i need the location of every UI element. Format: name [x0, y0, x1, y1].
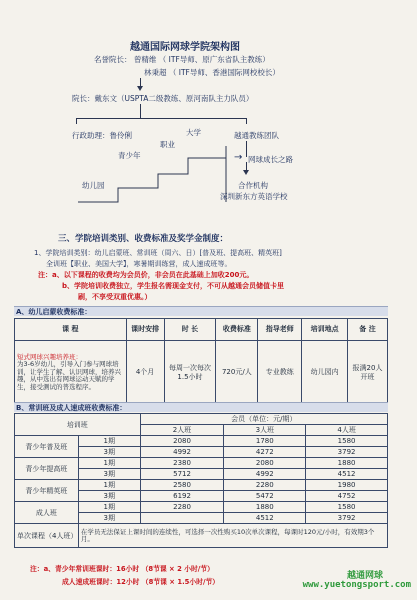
single-course-label: 单次课程（4人班）	[15, 524, 79, 548]
term-cell: 3期	[78, 513, 140, 524]
price-cell: 1580	[306, 502, 388, 513]
price-cell: 2080	[140, 436, 224, 447]
training-types-line-1: 1、学院培训类别：幼儿启蒙班、常训班（周六、日）[普及班、提高班、精英班]	[34, 249, 282, 257]
footnote-adult-hours: 成人速成班课时：12小时 （8节课 × 1.5小时/节）	[62, 578, 220, 586]
footnote-youth-hours: 注：a、青少年常训班课时：16小时 （8节课 × 2 小时/节）	[30, 565, 214, 573]
watermark-url: www.yuetongsport.com	[302, 580, 411, 590]
partner-label: 合作机构	[238, 181, 268, 190]
group-name: 青少年普及班	[15, 436, 79, 458]
price-cell: 5472	[224, 491, 306, 502]
arrow-right-icon: →	[234, 152, 243, 163]
stair-professional: 职业	[160, 140, 175, 149]
size-2: 2人班	[140, 425, 224, 436]
admin-assistant: 行政助理：鲁伶俐	[72, 131, 132, 140]
price-cell: 4272	[224, 447, 306, 458]
price-cell: 1980	[306, 480, 388, 491]
price-cell: 1880	[224, 502, 306, 513]
size-3: 3人班	[224, 425, 306, 436]
place-cell: 幼儿园内	[302, 341, 348, 405]
term-cell: 1期	[78, 480, 140, 491]
watermark-brand: 越通网球	[346, 571, 383, 581]
size-4: 4人班	[306, 425, 388, 436]
stair-youth: 青少年	[118, 151, 141, 160]
col-class: 培训班	[15, 414, 141, 436]
arrow-down-icon	[137, 86, 143, 91]
price-cell: 2280	[224, 480, 306, 491]
remark-cell: 报满20人开班	[348, 341, 388, 405]
coach-team: 越通教练团队	[234, 131, 279, 140]
term-cell: 1期	[78, 436, 140, 447]
kindergarten-fee-table	[14, 318, 388, 405]
honorary-dean-2: 林秉超 （ ITF导师、香港国际网校校长）	[144, 68, 280, 77]
price-cell: 4512	[306, 469, 388, 480]
price-cell: 2080	[224, 458, 306, 469]
col-place: 培训地点	[302, 319, 348, 341]
connector-line	[246, 118, 247, 124]
subsection-a-band: A、幼儿启蒙收费标准：	[14, 306, 388, 316]
subsection-b-band: B、常训班及成人速成班收费标准：	[14, 402, 388, 412]
price-cell: 6192	[140, 491, 224, 502]
price-cell: 4992	[140, 447, 224, 458]
term-cell: 3期	[78, 447, 140, 458]
col-teacher: 指导老师	[258, 319, 302, 341]
term-cell: 3期	[78, 469, 140, 480]
note-b-line-2: 刷，不享受双重优惠。）	[78, 293, 152, 301]
connector-line	[246, 141, 247, 157]
duration-cell: 每周一次每次1.5小时	[164, 341, 216, 405]
price-cell: 4992	[224, 469, 306, 480]
training-types-line-2: 全训班【职业、美国大学】，寒暑期训练营，成人速成班等。	[46, 260, 232, 268]
col-duration: 时 长	[164, 319, 216, 341]
growth-path-label: 网球成长之路	[248, 155, 293, 164]
partner-name: 深圳新东方英语学校	[220, 192, 288, 201]
site-watermark	[271, 568, 411, 596]
note-a: 注：a、以下课程的收费均为会员价，非会员在此基础上加收200元。	[38, 271, 254, 279]
col-remark: 备 注	[348, 319, 388, 341]
section-heading: 三、学院培训类别、收费标准及奖学金制度：	[58, 234, 229, 244]
term-cell: 1期	[78, 458, 140, 469]
stair-university: 大学	[186, 128, 201, 137]
teacher-cell: 专业教练	[258, 341, 302, 405]
group-name: 青少年提高班	[15, 458, 79, 480]
fee-cell: 720元/人	[216, 341, 258, 405]
price-cell: 2580	[140, 480, 224, 491]
col-course: 课 程	[15, 319, 127, 341]
stair-kindergarten: 幼儿园	[82, 181, 105, 190]
price-cell	[140, 513, 224, 524]
group-name: 青少年精英班	[15, 480, 79, 502]
member-header: 会员（单位：元/期）	[140, 414, 387, 425]
course-desc: 为3-6岁幼儿，引导入门参与网球培训，让学生了解、认识网球，培养兴趣，从中选出有网球运动天赋的学生，接受测试的普选程序。	[17, 360, 121, 391]
arrow-down-icon	[243, 170, 249, 175]
price-cell: 5712	[140, 469, 224, 480]
price-cell: 3792	[306, 447, 388, 458]
group-name: 成人班	[15, 502, 79, 524]
page-title: 越通国际网球学院架构图	[130, 42, 240, 53]
connector-line	[76, 118, 246, 119]
schedule-cell: 4个月	[126, 341, 164, 405]
connector-line	[76, 118, 77, 124]
price-cell: 1780	[224, 436, 306, 447]
price-cell: 1580	[306, 436, 388, 447]
dean-line: 院长：戴东文（USPTA二级教练、原河南队主力队员）	[72, 94, 254, 103]
col-schedule: 课时安排	[126, 319, 164, 341]
term-cell: 3期	[78, 491, 140, 502]
price-cell: 2380	[140, 458, 224, 469]
course-title: 短式网球兴趣培养班：	[17, 352, 82, 361]
price-cell: 3792	[306, 513, 388, 524]
price-cell: 1880	[306, 458, 388, 469]
col-fee: 收费标准	[216, 319, 258, 341]
note-b-line-1: b、学院培训收费独立，学生报名需现金支付，不可从越通会员储值卡里	[62, 282, 285, 290]
course-cell	[15, 341, 127, 405]
price-cell: 4752	[306, 491, 388, 502]
price-cell: 4512	[224, 513, 306, 524]
single-course-desc: 在学员无法保证上课时间的连续性，可选择一次性购买10次单次课程，每课时120元/小时，有效期3个月。	[78, 524, 387, 548]
term-cell: 1期	[78, 502, 140, 513]
price-cell: 2280	[140, 502, 224, 513]
honorary-dean-1: 名誉院长： 曾精维 （ ITF导师、原广东省队主教练）	[94, 55, 270, 64]
connector-line	[140, 104, 141, 118]
regular-class-fee-table	[14, 413, 388, 548]
